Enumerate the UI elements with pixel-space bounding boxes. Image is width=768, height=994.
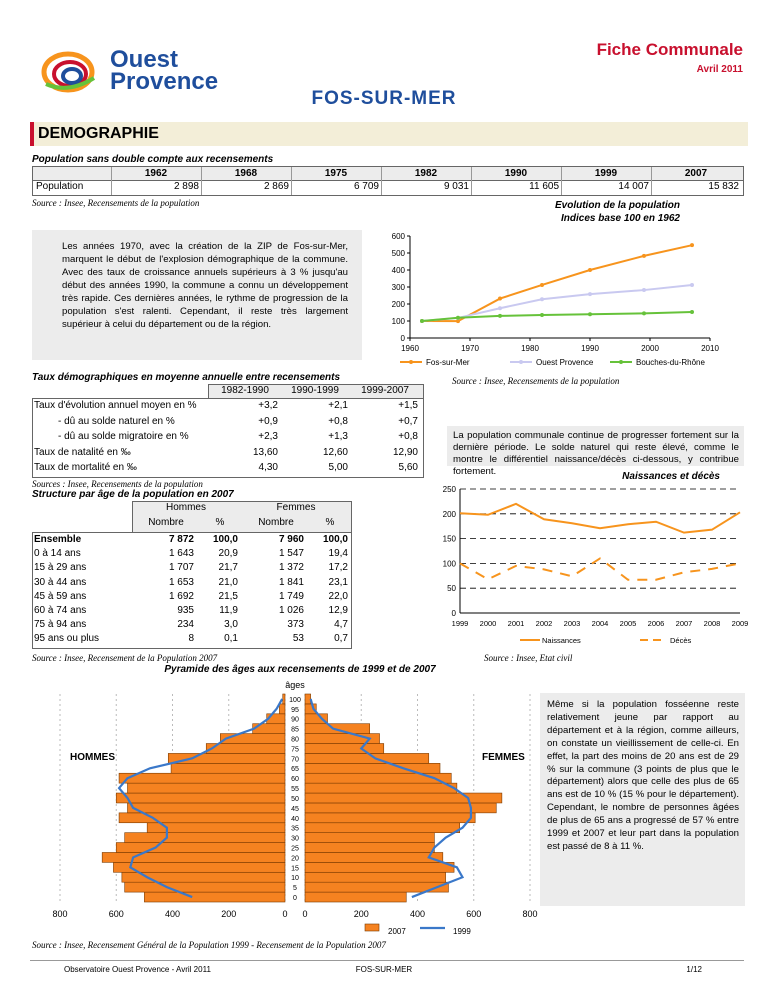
evo-point [690,310,694,314]
births-xtick-label: 2003 [563,619,581,628]
fiche-title: Fiche Communale [596,40,743,59]
age-f: 373 [287,619,304,631]
pop-col-divider [291,167,292,195]
pyr-age-label: 15 [291,865,299,873]
pyr-age-label: 85 [291,726,299,734]
rates-value: 5,60 [398,462,418,473]
evo-point [588,292,592,296]
pop-col-divider [111,167,112,195]
births-line [460,504,740,533]
commune-title: FOS-SUR-MER [311,88,457,109]
pyr-bar-hommes [113,862,285,872]
pyr-bar-femmes [305,744,384,754]
logo-line1: Ouest [110,46,179,73]
pop-col-divider [381,167,382,195]
age-fp: 4,7 [334,619,348,631]
evo-point [540,313,544,317]
evo-point [588,268,592,272]
rates-value: 12,60 [322,446,348,458]
pyr-xtick-label: 200 [353,909,369,919]
births-xtick-label: 2004 [591,619,609,628]
births-ytick-label: 250 [442,485,456,494]
pop-value: 6 709 [353,181,379,192]
rates-value: 5,00 [328,462,348,473]
rates-value: 4,30 [258,462,278,473]
evo-point [642,311,646,315]
pop-source: Source : Insee, Recensements de la population [32,198,200,208]
pop-year: 1999 [594,168,618,179]
rates-value: +0,8 [398,431,418,442]
evo-ytick-label: 0 [400,334,405,343]
evo-ytick-label: 300 [391,283,405,292]
age-h: 935 [177,605,194,616]
evo-legend-marker [409,360,413,364]
age-source: Source : Insee, Recensement de la Population 2007 [32,653,218,663]
pyr-bar-femmes [305,872,446,882]
pyr-age-label: 75 [291,746,299,754]
pyr-bar-hommes [168,753,285,763]
evo-point [690,283,694,287]
pyr-xtick-label: 800 [52,909,68,919]
evo-point [420,319,424,323]
pyr-age-label: 100 [289,696,301,704]
age-fp: 19,4 [328,548,348,560]
text3-box [540,693,745,906]
evo-point [540,297,544,301]
age-h: 234 [177,619,194,631]
age-hp: 3,0 [224,619,238,631]
rates-value: +2,1 [328,400,348,411]
age-hp: 21,0 [218,576,238,588]
age-h: 1 643 [168,548,194,560]
age-table [32,501,350,647]
evo-ytick-label: 200 [391,300,405,309]
section-title: DEMOGRAPHIE [38,125,159,142]
pyr-bar-femmes [305,892,406,902]
age-h: 1 653 [168,576,194,588]
age-f: 7 960 [278,534,304,545]
pyr-age-label: 35 [291,825,299,833]
age-fp: 17,2 [328,562,348,574]
pyr-bar-femmes [305,833,434,843]
pyr-legend-1999-label: 1999 [453,927,471,936]
evo-xtick-label: 1980 [521,344,539,353]
fiche-date: Avril 2011 [696,64,743,75]
rates-value: +0,9 [258,415,278,427]
pyr-bar-hommes [125,833,285,843]
pop-year: 1962 [144,168,168,179]
pop-value: 2 869 [263,181,289,192]
age-hommes: Hommes [165,502,206,513]
pyr-bar-hommes [279,704,285,714]
pyr-bar-femmes [305,714,328,724]
age-row-label: 0 à 14 ans [34,548,81,560]
pyr-bar-hommes [119,773,285,783]
rates-value: +0,8 [328,415,348,427]
pyr-age-label: 0 [293,895,297,902]
evo-ytick-label: 500 [391,249,405,258]
pyr-legend-2007-label: 2007 [388,927,406,936]
age-f: 1 841 [278,576,304,588]
evo-title1: Evolution de la population [555,200,680,211]
pop-value: 9 031 [443,181,469,192]
age-hp: 0,1 [224,633,238,645]
age-table-title: Structure par âge de la population en 2007 [32,489,234,500]
age-row-label: 75 à 94 ans [34,619,87,631]
age-fp: 12,9 [328,605,348,616]
pyr-xtick-label: 400 [164,909,181,919]
age-pct-h: % [215,517,225,528]
evo-point [498,297,502,301]
age-femmes: Femmes [276,502,316,513]
age-f: 1 749 [278,590,304,602]
evo-ytick-label: 400 [391,266,405,275]
pyr-xtick-label: 200 [221,909,237,919]
age-f: 1 026 [278,605,304,616]
pop-value: 15 832 [708,181,739,192]
rates-row-label: - dû au solde naturel en % [58,415,175,427]
rates-value: +1,3 [328,431,348,442]
births-xtick-label: 2006 [647,619,665,628]
rates-value: 13,60 [252,446,278,458]
intro-text: Les années 1970, avec la création de la ZIP de Fos-sur-Mer, marquent le début de l'explosion démographique de la commune. Avec des taux de croissance annuels supérieurs à 3 % jusqu'au début des années 1990, la commune a connu un développement très rapide. Ces dernières années, le rythme de progression de la population s'est ralenti. Cependant, il reste très largement supérieur à celui du département ou de la région. [62,241,348,330]
evo-xtick-label: 1960 [401,344,419,353]
births-xtick-label: 2007 [675,619,693,628]
rates-value: +2,3 [258,431,278,442]
age-row-label: 30 à 44 ans [34,576,87,588]
age-fp: 22,0 [328,590,348,602]
pyr-bar-hommes [220,734,285,744]
pop-year: 1990 [504,168,528,179]
pyr-age-label: 90 [291,716,299,724]
footer-rule [30,960,744,961]
pop-year: 1975 [324,168,348,179]
pyr-bar-hommes [102,852,285,862]
age-h: 1 707 [168,562,194,574]
evo-point [642,288,646,292]
pyr-bar-femmes [305,753,429,763]
births-xtick-label: 2000 [479,619,497,628]
pyr-xtick-label: 800 [522,909,538,919]
pyr-age-label: 60 [291,776,299,784]
footer-left: Observatoire Ouest Provence - Avril 2011 [64,965,211,974]
age-h: 7 872 [168,534,194,545]
births-xtick-label: 2005 [619,619,637,628]
pyr-bar-femmes [305,862,454,872]
pop-col-divider [201,167,202,195]
evolution-chart [380,228,740,378]
evo-title2: Indices base 100 en 1962 [561,213,680,224]
births-ytick-label: 50 [447,584,456,594]
rates-row-label: Taux d'évolution annuel moyen en % [34,400,197,411]
pyr-xtick-label: 400 [409,909,426,919]
pop-table-title: Population sans double compte aux recensements [32,154,274,165]
births-xtick-label: 2008 [703,619,721,628]
pyramid-title: Pyramide des âges aux recensements de 1999 et de 2007 [164,664,436,675]
evo-xtick-label: 1990 [581,344,599,353]
pyramid-source: Source : Insee, Recensement Général de la Population 1999 - Recensement de la Population 2007 [32,940,386,950]
intro-box [32,230,362,360]
evo-point [498,306,502,310]
evo-point [690,243,694,247]
deaths-legend-label: Décès [670,636,692,645]
pyr-age-label: 10 [291,875,299,883]
age-nombre-h: Nombre [148,517,184,528]
age-fp: 23,1 [328,576,348,588]
age-f: 53 [292,633,304,645]
pop-row-label: Population [36,181,84,192]
rates-value: +3,2 [258,400,278,411]
rates-period: 1999-2007 [361,385,409,396]
logo-line2: Provence [110,68,219,95]
pyr-left-label: HOMMES [70,752,115,763]
births-ytick-label: 200 [442,509,456,519]
pop-year: 2007 [684,168,708,179]
pop-value: 14 007 [618,181,649,192]
evo-point [588,312,592,316]
age-f: 1 372 [278,562,304,574]
pyr-bar-hommes [283,694,285,704]
pyr-xtick-label: 600 [108,909,124,919]
rates-title: Taux démographiques en moyenne annuelle entre recensements [32,372,341,383]
pyr-bar-femmes [305,773,451,783]
pyr-bar-hommes [128,783,286,793]
pyr-age-label: 95 [291,706,299,714]
pyr-bar-hommes [116,843,285,853]
pyr-age-label: 80 [291,736,299,744]
births-ytick-label: 0 [451,609,456,618]
pyr-age-label: 70 [291,756,299,764]
evo-point [642,254,646,258]
age-row-label: 15 à 29 ans [34,562,87,574]
pyr-bar-femmes [305,694,311,704]
evo-legend-label: Ouest Provence [536,358,594,367]
pyr-age-label: 65 [291,766,299,774]
pyr-xtick-label: 0 [302,909,308,919]
rates-period: 1982-1990 [221,385,269,396]
pyr-bar-hommes [116,793,285,803]
evo-series-line [422,245,692,321]
pyr-age-label: 25 [291,845,299,853]
evo-point [456,316,460,320]
pyr-age-label: 45 [291,805,299,813]
pop-col-divider [651,167,652,195]
pyr-bar-hommes [128,803,286,813]
pop-table [32,166,744,196]
rates-value: 12,90 [392,446,418,458]
rates-value: +1,5 [398,400,418,411]
age-nombre-f: Nombre [258,517,294,528]
age-hp: 100,0 [212,534,238,545]
pyr-age-label: 40 [291,815,299,823]
evo-xtick-label: 1970 [461,344,479,353]
footer-center: FOS-SUR-MER [355,965,413,974]
rates-table [32,384,422,476]
age-pct-f: % [325,517,335,528]
births-xtick-label: 2001 [507,619,525,628]
pyr-legend-2007-swatch [365,924,379,931]
evo-point [498,314,502,318]
pyr-age-label: 55 [291,786,299,794]
pyr-xtick-label: 600 [466,909,482,919]
births-ytick-label: 150 [442,534,456,544]
evo-ytick-label: 600 [391,232,405,241]
pyr-bar-hommes [171,763,285,773]
pyr-bar-femmes [305,724,370,734]
age-hp: 21,7 [218,562,238,574]
pop-year: 1982 [414,168,438,179]
rates-source: Sources : Insee, Recensements de la population [32,479,203,489]
rates-row-label: - dû au solde migratoire en % [58,431,189,442]
age-pyramid-chart [30,676,560,946]
pop-value: 2 898 [173,181,199,192]
age-row-label: 45 à 59 ans [34,590,87,602]
rates-row-label: Taux de natalité en ‰ [34,446,131,458]
text3: Même si la population fosséenne reste relativement jeune par rapport au département et à la région, comme ailleurs, on constate un vieillissement de celle-ci. En effet, la part des moins de 20 ans est de 29 % sur la commune (3 points de plus que le département) alors que celle des plus de 65 ans est de 10 % (15 % pour le département). Cependant, le nombre de personnes âgées de plus de 65 ans a progressé de 57 % entre 1999 et 2007 et leur part dans la population est passé de 8 à 11 %. [547,699,739,852]
evo-legend-marker [519,360,523,364]
age-h: 8 [188,633,194,645]
pyr-bar-femmes [305,803,496,813]
rates-value: +0,7 [398,415,418,427]
pyr-bar-hommes [144,892,285,902]
deaths-line [460,558,740,579]
pyr-bar-hommes [125,882,285,892]
pyr-bar-femmes [305,823,460,833]
pyr-bar-femmes [305,793,502,803]
pyr-age-label: 20 [291,855,299,863]
rates-row-label: Taux de mortalité en ‰ [34,462,137,473]
age-h: 1 692 [168,590,194,602]
text2: La population communale continue de progresser fortement sur la dernière période. Le solde naturel qui reste élevé, comme le montre le différentiel naissance/décès ci-dessous, y contribue fortement. [453,430,739,477]
births-deaths-chart [430,483,750,648]
evo-point [540,283,544,287]
age-hp: 11,9 [219,605,238,616]
evo-legend-label: Fos-sur-Mer [426,358,470,367]
pop-value: 11 605 [529,181,559,192]
pyr-bar-femmes [305,763,440,773]
pyr-xtick-label: 0 [282,909,288,919]
age-hp: 20,9 [218,548,238,560]
births-xtick-label: 2009 [731,619,749,628]
pop-year: 1968 [234,168,258,179]
pyr-age-label: 30 [291,835,299,843]
age-row-label: Ensemble [34,534,82,545]
age-fp: 100,0 [322,534,348,545]
age-hp: 21,5 [218,590,238,602]
evo-legend-label: Bouches-du-Rhône [636,358,705,367]
age-f: 1 547 [278,548,304,560]
pyr-ylabel: âges [285,680,305,690]
pyr-bar-femmes [305,813,475,823]
age-fp: 0,7 [334,633,348,645]
age-row-label: 95 ans ou plus [34,633,100,645]
births-legend-label: Naissances [542,636,581,645]
footer-right: 1/12 [686,965,702,974]
rates-period: 1990-1999 [291,385,339,396]
section-bar [30,122,748,146]
pyr-bar-femmes [305,852,443,862]
pyr-bar-femmes [305,783,457,793]
pop-col-divider [561,167,562,195]
pop-col-divider [471,167,472,195]
evo-source: Source : Insee, Recensements de la population [452,376,620,386]
evo-legend-marker [619,360,623,364]
pyr-right-label: FEMMES [482,752,525,763]
pyr-age-label: 5 [293,885,297,893]
evo-xtick-label: 2000 [641,344,659,353]
pyr-bar-femmes [305,843,434,853]
births-ytick-label: 100 [442,559,456,569]
births-title: Naissances et décès [622,471,720,482]
evo-ytick-label: 100 [391,317,405,326]
births-source: Source : Insee, Etat civil [484,653,573,663]
age-row-label: 60 à 74 ans [34,605,87,616]
births-xtick-label: 1999 [451,619,469,628]
births-xtick-label: 2002 [535,619,553,628]
evo-xtick-label: 2010 [701,344,719,353]
pyr-age-label: 50 [291,795,299,803]
